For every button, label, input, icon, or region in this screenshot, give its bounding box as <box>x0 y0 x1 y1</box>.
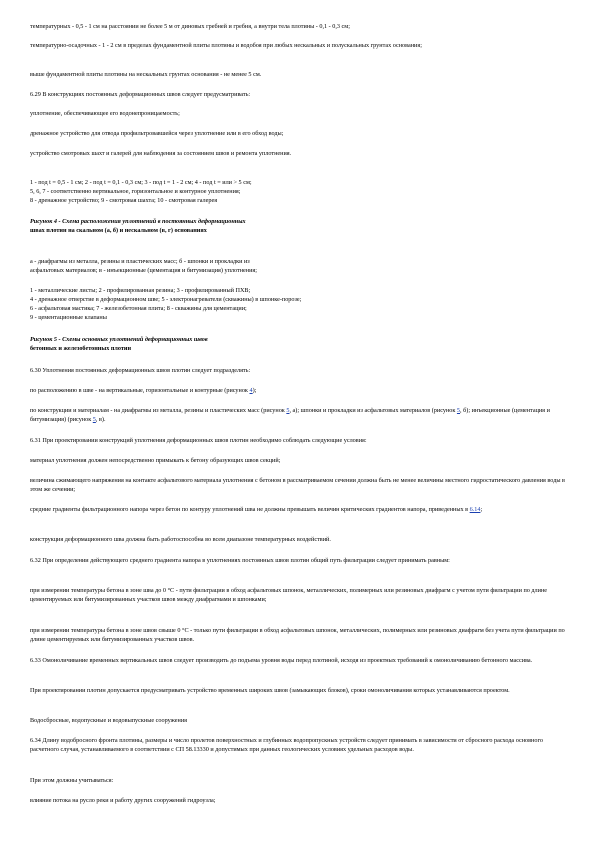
paragraph: При этом должны учитываться: <box>30 777 114 784</box>
figure-4-legend <box>30 178 570 205</box>
figure-4-caption <box>30 217 570 235</box>
figure-5-caption <box>30 335 570 353</box>
figure-5-link[interactable]: 5 <box>456 407 461 414</box>
section-6-33: 6.33 Омоноличивание временных вертикальных швов следует производить до подъема уровня воды перед плотиной, исходя из проектных требований к омоноличиванию бетонного массива. <box>30 657 533 664</box>
text-run: ); <box>252 387 257 394</box>
legend-line: 5, 6, 7 - соответственно вертикальное, горизонтальное и контурное уплотнения; <box>30 188 241 195</box>
section-6-29: 6.29 В конструкциях постоянных деформационных швов следует предусматривать: <box>30 91 251 98</box>
paragraph <box>30 406 570 424</box>
section-heading: Водосбросные, водопускные и водовыпускные сооружения <box>30 717 188 724</box>
section-6-32: 6.32 При определении действующего среднего градиента напора в уплотнениях постоянных швов плотин общий путь фильтрации следует принимать равным: <box>30 557 450 564</box>
paragraph: При проектировании плотин допускается предусматривать устройство временных широких швов (замыкающих блоков), сроки омоноличивания которых устанавливаются проектом. <box>30 687 510 694</box>
caption-line: швах плотин на скальном (а, б) и нескальном (в, г) основаниях <box>30 227 207 234</box>
caption-line: Рисунок 5 - Схемы основных уплотнений деформационных швов <box>30 336 208 343</box>
legend-line: 1 - под t = 0,5 - 1 см; 2 - под t = 0,1 - 0,3 см; 3 - под t = 1 - 2 см; 4 - под t = или > 5 см; <box>30 179 252 186</box>
paragraph: дренажное устройство для отвода профильтровавшейся через уплотнение или в его обход воды; <box>30 130 284 137</box>
paragraph: выше фундаментной плиты плотины на нескальных грунтах основания - не менее 5 см. <box>30 71 262 78</box>
legend-line: 4 - дренажное отверстие в деформационном шве; 5 - электронагреватели (скважины) в шпонке-порозе; <box>30 296 302 303</box>
paragraph: при измерении температуры бетона в зоне шва до 0 °С - пути фильтрации в обход асфальтовых шпонок, металлических, полимерных или резиновых диафрагм с учетом пути фильтрации по длине цементируемых или битумизированных участков швов между диафрагмами и шпонками; <box>30 587 548 603</box>
paragraph: устройство смотровых шахт и галерей для наблюдения за состоянием швов и ремонта уплотнения. <box>30 150 292 157</box>
figure-5-subcaptions <box>30 257 570 275</box>
legend-line: 6 - асфальтовая мастика; 7 - железобетонная плита; 8 - скважины для цементации; <box>30 305 247 312</box>
paragraph: при измерении температуры бетона в зоне швов свыше 0 °С - только пути фильтрации в обход асфальтовых шпонок, металлических, полимерных или резиновых диафрагм без учета пути фильтрации по длине цементируемых или битумизированных участков швов. <box>30 627 565 643</box>
text-run: по расположению в шве - на вертикальные, горизонтальные и контурные (рисунок <box>30 387 250 394</box>
caption-line: бетонных и железобетонных плотин <box>30 345 132 352</box>
text-run: , в). <box>95 416 106 423</box>
paragraph <box>30 505 570 514</box>
paragraph: температурных - 0,5 - 1 см на расстоянии не более 5 м от диновых гребней и гребня, а внутри тела плотины - 0,1 - 0,3 см; <box>30 23 350 30</box>
paragraph: уплотнение, обеспечивающее его водонепроницаемость; <box>30 110 180 117</box>
paragraph: величина сжимающего напряжения на контакте асфальтового материала уплотнения с бетоном в рассматриваемом сечении должна быть не менее величины местного гидростатического давления воды в этом же сечении; <box>30 477 565 493</box>
paragraph: температурно-осадочных - 1 - 2 см в пределах фундаментной плиты плотины и водобоя при любых нескальных и полускальных грунтах основания; <box>30 42 422 49</box>
section-6-14-link[interactable]: 6.14 <box>469 506 481 513</box>
text-run: , б); инъекционные (цементация и битумизация) (рисунок <box>30 407 550 423</box>
section-6-30: 6.30 Уплотнения постоянных деформационных швов плотин следует подразделять: <box>30 367 251 374</box>
figure-4-link[interactable]: 4 <box>249 387 253 394</box>
figure-5-legend <box>30 286 570 322</box>
figure-5-link[interactable]: 5 <box>286 407 290 414</box>
paragraph: влияние потока на русло реки и работу других сооружений гидроузла; <box>30 797 216 804</box>
legend-line: 9 - цементационные клапаны <box>30 314 107 321</box>
paragraph <box>30 386 570 395</box>
caption-line: Рисунок 4 - Схема расположения уплотнений в постоянных деформационных <box>30 218 246 225</box>
legend-line: а - диафрагмы из металла, резины и пластических масс; б - шпонки и прокладки из <box>30 258 250 265</box>
section-6-31: 6.31 При проектировании конструкций уплотнения деформационных швов плотин необходимо соблюдать следующие условия: <box>30 437 367 444</box>
text-run: средние градиенты фильтрационного напора через бетон по контуру уплотнений шва не должны превышать величин критических градиентов напора, приведенных в <box>30 506 470 513</box>
legend-line: 8 - дренажное устройство; 9 - смотровая шахта; 10 - смотровая галерея <box>30 197 218 204</box>
section-6-34: 6.34 Длину водобросного фронта плотины, размеры и число пролетов поверхностных и глубинных водопропускных устройств следует принимать в зависимости от сбросного расхода основного расчетного случая, устанавливаемого в соответствии с СП 58.13330 и допустимых при данных геологических условиях удельных расходов воды. <box>30 737 543 753</box>
text-run: по конструкции и материалам - на диафрагмы из металла, резины и пластических масс (рисунок <box>30 407 287 414</box>
text-run: ; <box>480 506 483 513</box>
paragraph: материал уплотнения должен непосредственно примыкать к бетону образующих швов секций; <box>30 457 281 464</box>
paragraph: конструкция деформационного шва должна быть работоспособна во всем диапазоне температурных воздействий. <box>30 536 331 543</box>
figure-5-link[interactable]: 5 <box>92 416 96 423</box>
text-run: , а); шпонки и прокладки из асфальтовых материалов (рисунок <box>289 407 457 414</box>
legend-line: асфальтовых материалов; в - инъекционные (цементация и битумизация) уплотнения; <box>30 267 257 274</box>
legend-line: 1 - металлические листы; 2 - профилированная резина; 3 - профилированный ПХВ; <box>30 287 251 294</box>
